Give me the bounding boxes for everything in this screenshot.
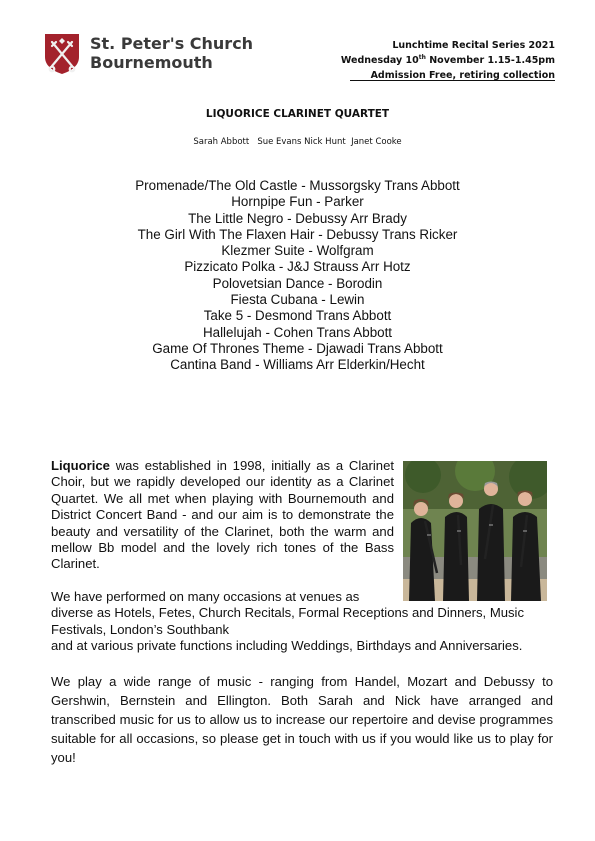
church-crest-icon — [44, 33, 80, 75]
date-prefix: Wednesday 10 — [340, 55, 419, 66]
programme-item: The Girl With The Flaxen Hair - Debussy Trans Ricker — [137, 226, 458, 242]
about-text-2c: and at various private functions including Weddings, Birthdays and Anniversaries. — [51, 638, 523, 654]
about-paragraph-1 — [51, 458, 394, 573]
series-title: Lunchtime Recital Series 2021 — [392, 40, 555, 51]
programme-item: Take 5 - Desmond Trans Abbott — [203, 308, 392, 324]
about-text-2a: We have performed on many occasions at venues as — [51, 589, 360, 604]
ensemble-name: Liquorice — [51, 458, 110, 473]
date-suffix: th — [418, 53, 426, 61]
quartet-photo — [403, 461, 547, 601]
recital-date — [341, 53, 555, 68]
programme-item: Cantina Band - Williams Arr Elderkin/Hecht — [170, 357, 425, 373]
about-paragraph-2 — [51, 589, 553, 655]
programme-list — [0, 178, 595, 374]
programme-item: Game Of Thrones Theme - Djawadi Trans Abbott — [152, 340, 443, 356]
about-paragraph-3: We play a wide range of music - ranging from Handel, Mozart and Debussy to Gershwin, Bernstein and Ellington. Both Sarah and Nick have arranged and transcribed music for us to allow us to increase our repertoire and devise programmes suitable for all occasions, so please get in touch with us if you would like us to play for you! — [51, 674, 553, 765]
programme-item: Klezmer Suite - Wolfgram — [221, 243, 374, 259]
programme-item: The Little Negro - Debussy Arr Brady — [188, 210, 407, 226]
admission-note: Admission Free, retiring collection — [370, 70, 555, 81]
quartet-members: Sarah Abbott Sue Evans Nick Hunt Janet Cooke — [193, 137, 402, 147]
programme-item: Hornpipe Fun - Parker — [231, 194, 364, 210]
date-rest: November 1.15-1.45pm — [425, 55, 555, 66]
about-text-2b: diverse as Hotels, Fetes, Church Recitals, Formal Receptions and Dinners, Music Festivals, London’s Southbank — [51, 605, 525, 637]
programme-item: Polovetsian Dance - Borodin — [212, 275, 383, 291]
programme-item: Fiesta Cubana - Lewin — [230, 292, 365, 308]
programme-item: Pizzicato Polka - J&J Strauss Arr Hotz — [184, 259, 411, 275]
header-divider — [350, 80, 555, 81]
recital-details — [341, 38, 555, 83]
church-name-line2: Bournemouth — [90, 53, 213, 72]
about-text-1: was established in 1998, initially as a Clarinet Choir, but we rapidly developed our identity as a Clarinet Quartet. We all met when playing with Bournemouth and District Concert Band - and our aim is to demonstrate the beauty and versatility of the Clarinet, both the warm and mellow Bb model and the lovely rich tones of the Bass Clarinet. — [51, 458, 394, 572]
concert-title: LIQUORICE CLARINET QUARTET — [205, 108, 390, 120]
church-name — [90, 34, 253, 72]
programme-item: Hallelujah - Cohen Trans Abbott — [202, 324, 393, 340]
programme-item: Promenade/The Old Castle - Mussorgsky Trans Abbott — [135, 178, 460, 193]
church-name-line1: St. Peter's Church — [90, 34, 254, 53]
